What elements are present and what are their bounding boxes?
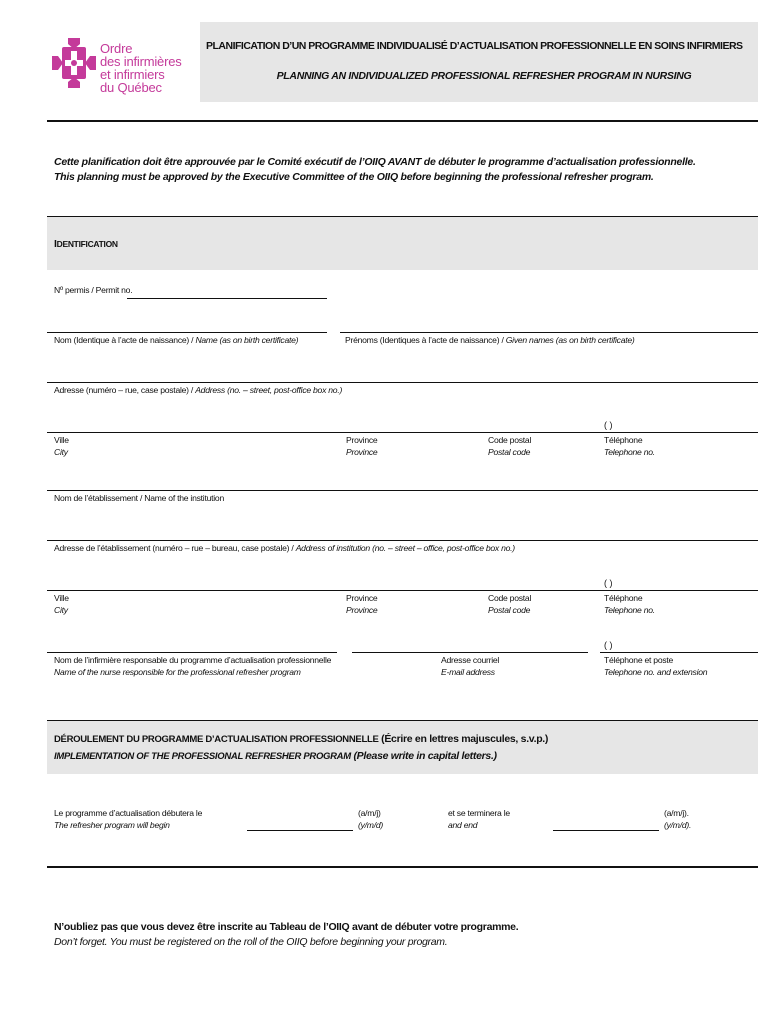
- responsible-nurse-label-en: Name of the nurse responsible for the professional refresher program: [54, 666, 301, 677]
- institution-city-label-fr: Ville: [54, 593, 69, 603]
- intro-en: This planning must be approved by the Executive Committee of the OIIQ before beginning the professional refresher program.: [54, 171, 654, 183]
- telephone-label: [604, 435, 655, 458]
- institution-postal-code-label: [488, 593, 531, 616]
- end-date-label: [448, 808, 510, 831]
- form-title-fr: PLANIFICATION D’UN PROGRAMME INDIVIDUALISÉ D’ACTUALISATION PROFESSIONNELLE EN SOINS INFIRMIERS: [206, 40, 743, 52]
- postal-code-label: [488, 435, 531, 458]
- given-names-label-en: Given names (as on birth certificate): [505, 335, 635, 345]
- logo-line-3: et infirmiers: [100, 67, 165, 82]
- start-date-line: [247, 830, 353, 831]
- institution-name-line: [47, 490, 758, 491]
- institution-postal-code-label-fr: Code postal: [488, 593, 532, 603]
- institution-province-label-fr: Province: [346, 593, 378, 603]
- identification-title-initial: I: [54, 238, 57, 250]
- city-label-fr: Ville: [54, 435, 69, 445]
- implementation-section-banner: [47, 720, 758, 774]
- given-names-label-fr: Prénoms (Identiques à l’acte de naissance) /: [345, 335, 506, 345]
- institution-address-label-en: Address of institution (no. – street – office, post-office box no.): [295, 543, 515, 553]
- form-title-en: PLANNING AN INDIVIDUALIZED PROFESSIONAL REFRESHER PROGRAM IN NURSING: [276, 70, 692, 82]
- end-date-format-fr: (a/m/j).: [664, 808, 689, 818]
- telephone-extension-label-en: Telephone no. and extension: [604, 666, 708, 677]
- identification-title-rest: DENTIFICATION: [56, 239, 118, 249]
- institution-area-code-parens: ( ): [604, 578, 613, 588]
- end-date-format: [664, 808, 691, 831]
- identification-section-banner: [47, 216, 758, 270]
- oiiq-cross-icon: [52, 38, 96, 88]
- identification-title: [54, 238, 118, 250]
- identification-top-rule: [47, 216, 758, 217]
- institution-city-row-line: [47, 590, 758, 591]
- institution-city-field[interactable]: [47, 566, 758, 590]
- end-date-format-en: (y/m/d).: [664, 819, 692, 830]
- reminder-en: Don’t forget. You must be registered on the roll of the OIIQ before beginning your program.: [54, 936, 448, 948]
- institution-city-label: [54, 593, 69, 616]
- implementation-top-rule: [47, 720, 758, 721]
- implementation-title-en-main: IMPLEMENTATION OF THE PROFESSIONAL REFRESHER PROGRAM: [54, 751, 351, 762]
- start-date-format: [358, 808, 383, 831]
- logo-line-2: des infirmières: [100, 54, 182, 69]
- logo-wordmark: [100, 42, 182, 94]
- telephone-extension-label-fr: Téléphone et poste: [604, 655, 674, 665]
- address-field[interactable]: [47, 358, 758, 382]
- telephone-label-fr: Téléphone: [604, 435, 643, 445]
- province-label-fr: Province: [346, 435, 378, 445]
- nurse-area-code-parens: ( ): [604, 640, 613, 650]
- start-date-format-en: (y/m/d): [358, 819, 383, 830]
- name-label-fr: Nom (Identique à l’acte de naissance) /: [54, 335, 196, 345]
- header-banner: [200, 22, 758, 102]
- institution-province-label: [346, 593, 377, 616]
- implementation-title-fr-note: (Écrire en lettres majuscules, s.v.p.): [378, 733, 549, 745]
- institution-address-line: [47, 540, 758, 541]
- institution-name-label: Nom de l’établissement / Name of the institution: [54, 493, 224, 503]
- start-date-format-fr: (a/m/j): [358, 808, 381, 818]
- city-label: [54, 435, 69, 458]
- institution-city-label-en: City: [54, 604, 68, 615]
- address-label: [54, 385, 342, 397]
- email-line: [352, 652, 588, 653]
- institution-telephone-label: [604, 593, 655, 616]
- end-date-line: [553, 830, 659, 831]
- institution-telephone-label-fr: Téléphone: [604, 593, 643, 603]
- name-label: [54, 335, 298, 347]
- telephone-label-en: Telephone no.: [604, 446, 655, 457]
- email-label: [441, 655, 499, 678]
- telephone-extension-label: [604, 655, 707, 678]
- institution-postal-code-label-en: Postal code: [488, 604, 531, 615]
- email-label-fr: Adresse courriel: [441, 655, 500, 665]
- institution-address-label: [54, 543, 515, 555]
- implementation-title-fr-main: DÉROULEMENT DU PROGRAMME D’ACTUALISATION PROFESSIONNELLE: [54, 734, 379, 745]
- responsible-nurse-label-fr: Nom de l’infirmière responsable du programme d’actualisation professionnelle: [54, 655, 332, 665]
- implementation-title-en-note: (Please write in capital letters.): [350, 750, 497, 762]
- telephone-extension-field[interactable]: [600, 628, 758, 652]
- postal-code-label-en: Postal code: [488, 446, 531, 457]
- city-label-en: City: [54, 446, 68, 457]
- institution-telephone-label-en: Telephone no.: [604, 604, 655, 615]
- implementation-title-fr: [54, 733, 548, 745]
- implementation-title-en: [54, 750, 497, 762]
- city-field[interactable]: [47, 408, 758, 432]
- start-date-field[interactable]: [247, 816, 353, 830]
- implementation-bottom-rule: [47, 866, 758, 868]
- email-field[interactable]: [352, 628, 588, 652]
- address-field-line: [47, 382, 758, 383]
- email-label-en: E-mail address: [441, 666, 495, 677]
- permit-label: Nº permis / Permit no.: [54, 285, 133, 295]
- responsible-nurse-label: [54, 655, 331, 678]
- institution-province-label-en: Province: [346, 604, 378, 615]
- responsible-nurse-field[interactable]: [47, 628, 337, 652]
- given-names-label: [345, 335, 635, 347]
- name-field[interactable]: [47, 310, 327, 332]
- logo-line-4: du Québec: [100, 80, 162, 95]
- given-names-field-line: [340, 332, 758, 333]
- address-label-en: Address (no. – street, post-office box no.): [195, 385, 343, 395]
- postal-code-label-fr: Code postal: [488, 435, 532, 445]
- province-label: [346, 435, 377, 458]
- permit-field-line: [127, 298, 327, 299]
- institution-address-label-fr: Adresse de l’établissement (numéro – rue – bureau, case postale) /: [54, 543, 296, 553]
- institution-name-field[interactable]: [47, 466, 758, 490]
- area-code-parens: ( ): [604, 420, 613, 430]
- province-label-en: Province: [346, 446, 378, 457]
- address-label-fr: Adresse (numéro – rue, case postale) /: [54, 385, 196, 395]
- intro-fr: Cette planification doit être approuvée par le Comité exécutif de l’OIIQ AVANT de débuter le programme d’actualisation professionnelle.: [54, 156, 696, 168]
- start-date-label-fr: Le programme d’actualisation débutera le: [54, 808, 203, 818]
- institution-address-field[interactable]: [47, 516, 758, 540]
- telephone-extension-line: [600, 652, 758, 653]
- end-date-label-en: and end: [448, 819, 478, 830]
- start-date-label-en: The refresher program will begin: [54, 819, 170, 830]
- name-label-en: Name (as on birth certificate): [195, 335, 299, 345]
- name-field-line: [47, 332, 327, 333]
- end-date-field[interactable]: [553, 816, 659, 830]
- logo-line-1: Ordre: [100, 41, 133, 56]
- reminder-fr: N’oubliez pas que vous devez être inscrite au Tableau de l’OIIQ avant de débuter votre programme.: [54, 921, 519, 933]
- permit-field[interactable]: [127, 284, 327, 298]
- given-names-field[interactable]: [340, 310, 758, 332]
- city-row-line: [47, 432, 758, 433]
- responsible-nurse-line: [47, 652, 337, 653]
- header-divider: [47, 120, 758, 122]
- end-date-label-fr: et se terminera le: [448, 808, 510, 818]
- start-date-label: [54, 808, 202, 831]
